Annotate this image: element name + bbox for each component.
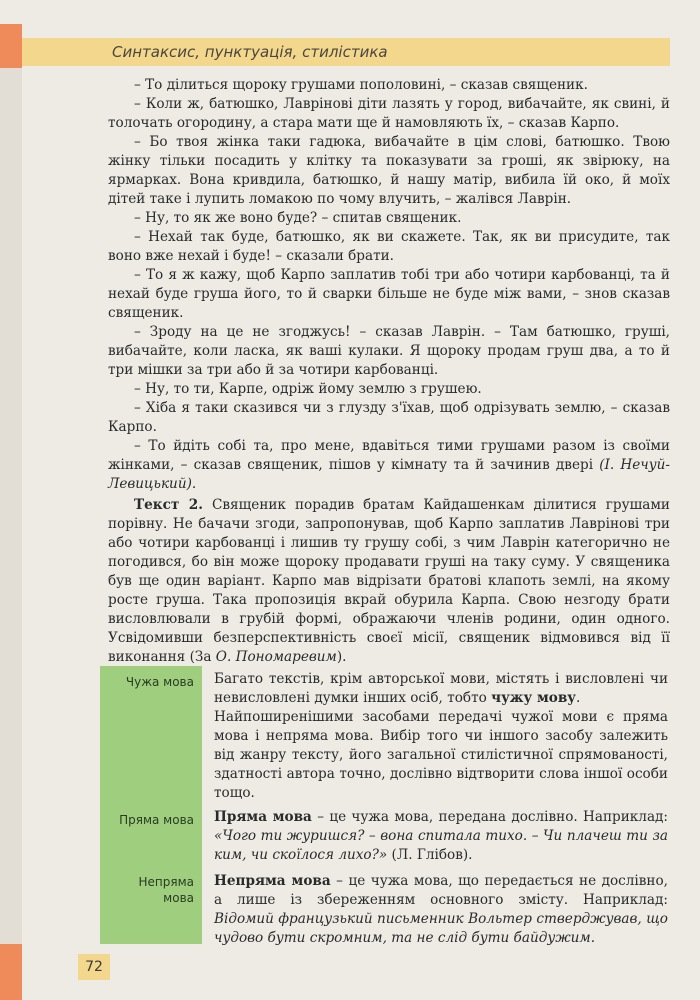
sidebar-foreign-speech xyxy=(100,666,202,806)
term-direct-speech: Пряма мова xyxy=(214,809,312,825)
footer-accent xyxy=(0,944,22,1000)
dialogue-line: – Ну, то ти, Карпе, одріж йому землю з грушею. xyxy=(134,381,482,397)
sidebar-direct-speech xyxy=(100,806,202,864)
indirect-speech-definition xyxy=(214,872,668,948)
dialogue-text xyxy=(108,76,670,494)
dialogue-line: – Нехай так буде, батюшко, як ви скажете. Так, як ви присудите, так воно вже нехай і буде! – сказали брати. xyxy=(108,229,670,264)
dialogue-author: (І. Нечуй-Левицький). xyxy=(108,457,670,492)
dialogue-line: – Коли ж, батюшко, Лавріновi діти лазять у город, вибачайте, як свині, й толочать огородину, а стара мати ще й намовляють їх, – сказав Карпо. xyxy=(108,96,670,131)
term-foreign-speech: чужу мову xyxy=(491,690,576,706)
text-2-source-author: О. Пономаревим xyxy=(215,649,337,665)
page-number: 72 xyxy=(78,954,110,980)
foreign-speech-text: Багато текстів, крім авторської мови, містять і висловлені чи невисловлені думки інших осіб, тобто xyxy=(214,671,668,706)
direct-speech-text: – це чужа мова, передана дослівно. Наприклад: xyxy=(311,809,668,825)
indirect-speech-text: – це чужа мова, що передається не дослівно, а лише із збереженням основного змісту. Наприклад: xyxy=(214,873,669,908)
running-header xyxy=(0,24,700,68)
sidebar-indirect-speech xyxy=(100,864,202,944)
foreign-speech-definition xyxy=(214,670,668,803)
direct-speech-source: (Л. Глібов). xyxy=(387,847,473,863)
text-2-source-open: (За xyxy=(189,649,216,665)
label-indirect-line1: Непряма xyxy=(138,875,194,889)
page-edge xyxy=(0,68,22,944)
text-2-body: Священик порадив братам Кайдашенкам ділитися грушами порівну. Не бачачи згоди, запропонував, щоб Карпо заплатив Лавріновi три або чотири карбованці і лишив ту грушу собі, з чим Лаврін категорично не погодився, бо він може щороку продавати груші на таку суму. У священика був ще один варіант. Карпо мав відрізати братові клапоть землі, на якому росте груша. Така пропозиція вкрай обурила Карпа. Свою незгоду брати висловлювали в грубій формі, ображаючи членів родини, один одного. Усвідомивши безперспективність своєї місії, священик відмовився від її виконання xyxy=(108,497,670,665)
label-foreign-speech: Чужа мова xyxy=(125,675,194,689)
direct-speech-definition xyxy=(214,808,668,865)
label-direct-speech: Пряма мова xyxy=(119,813,194,827)
text-2-source-close: ). xyxy=(336,649,347,665)
header-accent xyxy=(0,24,22,68)
dialogue-line: – Ну, то як же воно буде? – спитав священик. xyxy=(134,210,462,226)
dialogue-line: – То ділиться щороку грушами пополовині, – сказав священик. xyxy=(134,77,588,93)
dialogue-line: – Хіба я таки сказився чи з глузду з'їхав, щоб одрізувать землю, – сказав Карпо. xyxy=(108,400,670,435)
foreign-speech-period: . xyxy=(575,690,581,706)
text-2 xyxy=(108,496,670,667)
dialogue-line: – Бо твоя жінка таки гадюка, вибачайте в цім слові, батюшко. Твою жінку тільки посадить у клітку та показувати за гроші, як звірюку, на ярмарках. Вона кривдила, батюшко, й нашу матір, вибила їй око, й моїх дітей таке і лупить ломакою по чому влучить, – жалівся Лаврін. xyxy=(108,134,670,207)
dialogue-line: – То я ж кажу, щоб Карпо заплатив тобі три або чотири карбованці, та й нехай буде груша його, то й сварки більше не буде між вами, – знов сказав священик. xyxy=(108,267,670,321)
indirect-speech-example: Відомий французький письменник Вольтер стверджував, що чудово бути скромним, та не слід бути байдужим. xyxy=(214,911,668,946)
header-title: Синтаксис, пунктуація, стилістика xyxy=(112,43,388,61)
dialogue-line-text: – То йдіть собі та, про мене, вдавіться тими грушами разом із своїми жінками, – сказав священик, пішов у кімнату та й зачинив двері xyxy=(108,438,670,473)
term-indirect-speech: Непряма мова xyxy=(214,873,331,889)
text-2-label: Текст 2. xyxy=(134,497,203,513)
direct-speech-example: «Чого ти журишся? – вона спитала тихо. – Чи плачеш ти за ким, чи скоїлося лихо?» xyxy=(214,828,668,863)
label-indirect-speech xyxy=(139,874,195,906)
foreign-speech-intro xyxy=(214,670,668,708)
text-2-paragraph xyxy=(108,496,670,667)
dialogue-line-last xyxy=(108,437,670,494)
label-indirect-line2: мова xyxy=(163,891,194,905)
foreign-speech-means: Найпоширенішими засобами передачі чужої мови є пряма мова і непряма мова. Вибір того чи іншого засобу залежить від жанру тексту, його загальної стилістичної спрямованості, здатності автора точно, дослівно відтворити слова іншої особи тощо. xyxy=(214,709,668,801)
dialogue-line: – Зроду на це не згоджусь! – сказав Лаврін. – Там батюшко, груші, вибачайте, коли ласка, як ваші кулаки. Я щороку продам груш два, а то й три мішки за три або й за чотири карбованці. xyxy=(108,324,670,378)
